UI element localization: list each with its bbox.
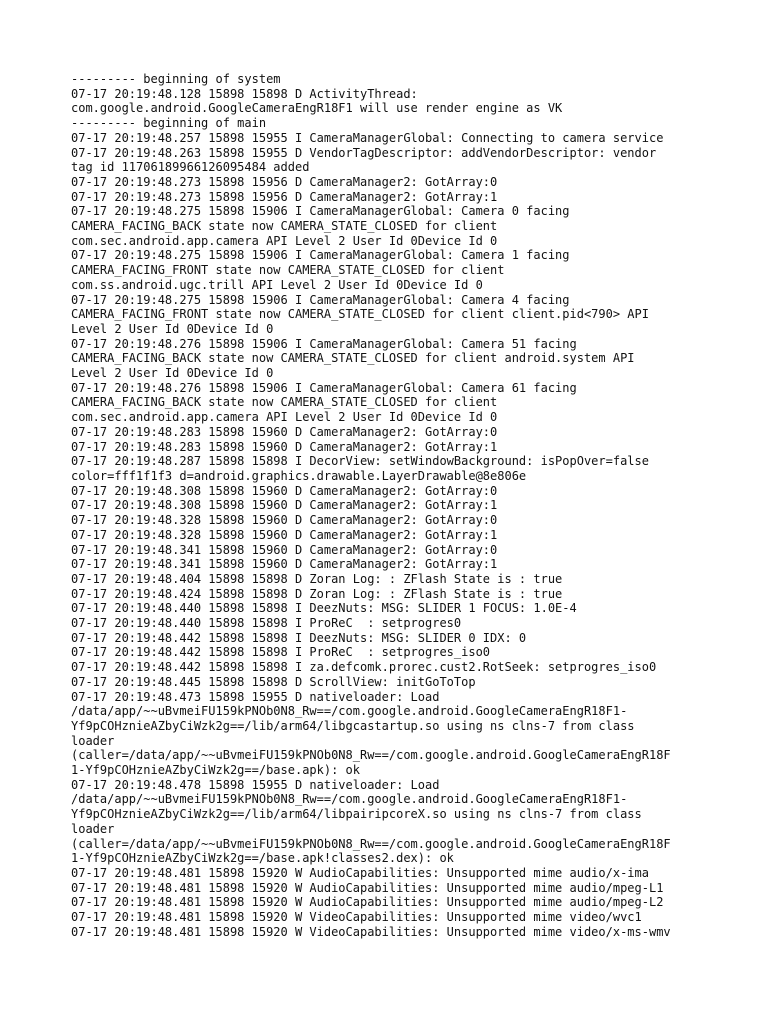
log-line: CAMERA_FACING_BACK state now CAMERA_STATE_CLOSED for client — [71, 395, 498, 410]
log-line: 07-17 20:19:48.128 15898 15898 D ActivityThread: — [71, 86, 418, 101]
log-line: 07-17 20:19:48.328 15898 15960 D CameraManager2: GotArray:1 — [71, 527, 498, 542]
log-line: CAMERA_FACING_BACK state now CAMERA_STATE_CLOSED for client android.system API — [71, 351, 635, 366]
log-line: (caller=/data/app/~~uBvmeiFU159kPNOb0N8_Rw==/com.google.android.GoogleCameraEngR18F — [71, 836, 671, 851]
log-line: loader — [71, 733, 115, 748]
log-line: CAMERA_FACING_BACK state now CAMERA_STATE_CLOSED for client — [71, 219, 498, 234]
log-line: 07-17 20:19:48.424 15898 15898 D Zoran Log: : ZFlash State is : true — [71, 586, 563, 601]
log-line: 07-17 20:19:48.481 15898 15920 W VideoCapabilities: Unsupported mime video/wvc1 — [71, 910, 642, 925]
log-line: 07-17 20:19:48.328 15898 15960 D CameraManager2: GotArray:0 — [71, 513, 498, 528]
log-line: 07-17 20:19:48.440 15898 15898 I ProReC : setprogres0 — [71, 616, 462, 631]
log-line: color=fff1f1f3 d=android.graphics.drawable.LayerDrawable@8e806e — [71, 468, 527, 483]
log-line: 07-17 20:19:48.341 15898 15960 D CameraManager2: GotArray:1 — [71, 557, 498, 572]
log-line: /data/app/~~uBvmeiFU159kPNOb0N8_Rw==/com.google.android.GoogleCameraEngR18F1- — [71, 704, 628, 719]
log-line: 07-17 20:19:48.273 15898 15956 D CameraManager2: GotArray:1 — [71, 189, 498, 204]
log-line: 1-Yf9pCOHznieAZbyCiWzk2g==/base.apk!classes2.dex): ok — [71, 851, 454, 866]
log-line: 07-17 20:19:48.404 15898 15898 D Zoran Log: : ZFlash State is : true — [71, 571, 563, 586]
log-line: 07-17 20:19:48.308 15898 15960 D CameraManager2: GotArray:0 — [71, 483, 498, 498]
log-line: 07-17 20:19:48.276 15898 15906 I CameraManagerGlobal: Camera 51 facing — [71, 336, 577, 351]
log-line: CAMERA_FACING_FRONT state now CAMERA_STATE_CLOSED for client — [71, 263, 505, 278]
log-line: 07-17 20:19:48.308 15898 15960 D CameraManager2: GotArray:1 — [71, 498, 498, 513]
log-line: 07-17 20:19:48.481 15898 15920 W VideoCapabilities: Unsupported mime video/x-ms-wmv — [71, 924, 671, 939]
log-line: 07-17 20:19:48.283 15898 15960 D CameraManager2: GotArray:0 — [71, 424, 498, 439]
log-line: 07-17 20:19:48.481 15898 15920 W AudioCapabilities: Unsupported mime audio/mpeg-L1 — [71, 880, 664, 895]
log-line: 07-17 20:19:48.445 15898 15898 D ScrollView: initGoToTop — [71, 674, 476, 689]
log-line: 07-17 20:19:48.473 15898 15955 D nativeloader: Load — [71, 689, 440, 704]
log-line: 07-17 20:19:48.481 15898 15920 W AudioCapabilities: Unsupported mime audio/mpeg-L2 — [71, 895, 664, 910]
log-line: tag id 11706189966126095484 added — [71, 160, 310, 175]
log-line: 07-17 20:19:48.276 15898 15906 I CameraManagerGlobal: Camera 61 facing — [71, 380, 577, 395]
log-line: 07-17 20:19:48.442 15898 15898 I ProReC : setprogres_iso0 — [71, 645, 491, 660]
log-line: 07-17 20:19:48.442 15898 15898 I za.defcomk.prorec.cust2.RotSeek: setprogres_iso0 — [71, 660, 657, 675]
log-line: 07-17 20:19:48.287 15898 15898 I DecorView: setWindowBackground: isPopOver=false — [71, 454, 649, 469]
log-document — [71, 72, 711, 939]
log-line: Level 2 User Id 0Device Id 0 — [71, 321, 274, 336]
log-line: 07-17 20:19:48.275 15898 15906 I CameraManagerGlobal: Camera 4 facing — [71, 292, 570, 307]
log-line: Yf9pCOHznieAZbyCiWzk2g==/lib/arm64/libpairipcoreX.so using ns clns-7 from class — [71, 807, 642, 822]
log-line: 07-17 20:19:48.481 15898 15920 W AudioCapabilities: Unsupported mime audio/x-ima — [71, 865, 649, 880]
log-line: 07-17 20:19:48.440 15898 15898 I DeezNuts: MSG: SLIDER 1 FOCUS: 1.0E-4 — [71, 601, 577, 616]
log-line: com.sec.android.app.camera API Level 2 User Id 0Device Id 0 — [71, 410, 498, 425]
log-line: 07-17 20:19:48.478 15898 15955 D nativeloader: Load — [71, 777, 440, 792]
log-line: com.ss.android.ugc.trill API Level 2 User Id 0Device Id 0 — [71, 277, 483, 292]
log-line: Yf9pCOHznieAZbyCiWzk2g==/lib/arm64/libgcastartup.so using ns clns-7 from class — [71, 718, 635, 733]
log-line: 07-17 20:19:48.275 15898 15906 I CameraManagerGlobal: Camera 1 facing — [71, 248, 570, 263]
log-line: 1-Yf9pCOHznieAZbyCiWzk2g==/base.apk): ok — [71, 763, 360, 778]
log-line: 07-17 20:19:48.283 15898 15960 D CameraManager2: GotArray:1 — [71, 439, 498, 454]
log-line: 07-17 20:19:48.442 15898 15898 I DeezNuts: MSG: SLIDER 0 IDX: 0 — [71, 630, 527, 645]
log-line: CAMERA_FACING_FRONT state now CAMERA_STATE_CLOSED for client client.pid<790> API — [71, 307, 649, 322]
log-line: 07-17 20:19:48.263 15898 15955 D VendorTagDescriptor: addVendorDescriptor: vendor — [71, 145, 657, 160]
log-line: (caller=/data/app/~~uBvmeiFU159kPNOb0N8_Rw==/com.google.android.GoogleCameraEngR18F — [71, 748, 671, 763]
log-line: 07-17 20:19:48.275 15898 15906 I CameraManagerGlobal: Camera 0 facing — [71, 204, 570, 219]
log-line: 07-17 20:19:48.273 15898 15956 D CameraManager2: GotArray:0 — [71, 174, 498, 189]
log-line: Level 2 User Id 0Device Id 0 — [71, 366, 274, 381]
log-line: com.sec.android.app.camera API Level 2 User Id 0Device Id 0 — [71, 233, 498, 248]
log-line: com.google.android.GoogleCameraEngR18F1 will use render engine as VK — [71, 101, 563, 116]
log-line: 07-17 20:19:48.257 15898 15955 I CameraManagerGlobal: Connecting to camera service — [71, 130, 664, 145]
log-line: 07-17 20:19:48.341 15898 15960 D CameraManager2: GotArray:0 — [71, 542, 498, 557]
log-line: --------- beginning of main — [71, 116, 267, 131]
log-line: --------- beginning of system — [71, 72, 281, 86]
log-line: /data/app/~~uBvmeiFU159kPNOb0N8_Rw==/com.google.android.GoogleCameraEngR18F1- — [71, 792, 628, 807]
log-line: loader — [71, 821, 115, 836]
